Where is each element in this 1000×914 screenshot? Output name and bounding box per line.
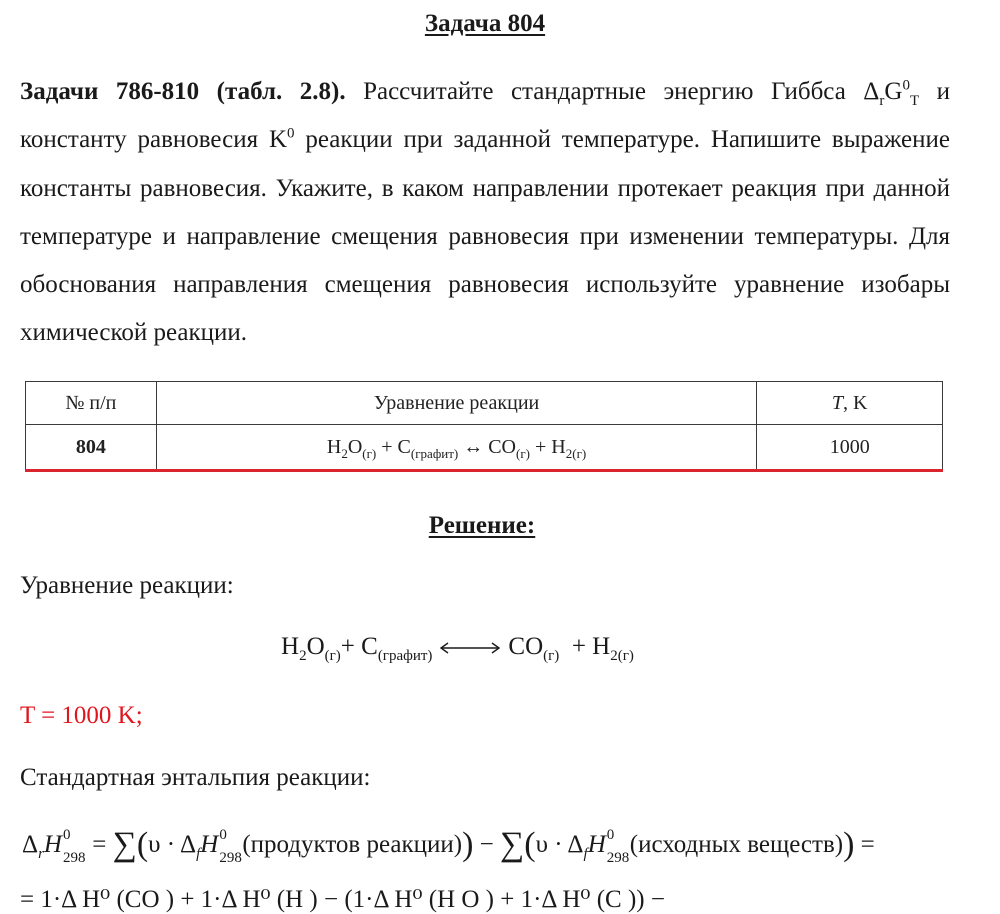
task-statement: Задачи 786-810 (табл. 2.8). Рассчитайте стандартные энергию Гиббса $\Delta_rG^0_T$ и константу равновесия $K^0$ реакции при заданной температуре. Напишите выражение константы равновесия. Укажите, в каком направлении протекает реакция при данной температуре и направление смещения равновесия при изменении температуры. Для обоснования направления смещения равновесия используйте уравнение изобары химической реакции.: [20, 77, 950, 347]
task-table: [25, 381, 943, 472]
enthalpy-label: Стандартная энтальпия реакции:: [20, 764, 371, 791]
row-number: 804: [26, 425, 157, 471]
reaction-equation: $H_2O_{(г)}+ C_{(графит)}$ $CO_{(г)} + H_{2(г)}$: [281, 633, 634, 664]
formula-continuation: = 1·Δ H⁰ (CO ) + 1·Δ H⁰ (H ) − (1·Δ H⁰ (H O ) + 1·Δ H⁰ (C )) −: [20, 886, 665, 913]
row-reaction: $H_2O_{(г)} + C_{(графит)}$ ↔ $CO_{(г)} + H_{2(г)}$: [156, 425, 757, 471]
table-row: [26, 425, 943, 471]
enthalpy-formula: $\Delta_rH$ 0 298 = $\sum(\upsilon \cdot \Delta_fH$ 0 298 (продуктов реакции)) − $\sum(\upsilon \cdot \Delta_fH$ 0 298 (исходных веществ)) =: [22, 826, 875, 866]
header-reaction: Уравнение реакции: [156, 382, 757, 425]
equation-label: Уравнение реакции:: [20, 572, 234, 599]
temperature-line: T = 1000 K;: [20, 702, 143, 729]
header-temperature: T, K: [757, 382, 943, 425]
equilibrium-arrow-icon: [438, 641, 502, 655]
row-temperature: 1000: [757, 425, 943, 471]
solution-title: Решение:: [428, 512, 536, 539]
page-title: Задача 804: [424, 10, 546, 37]
header-number: № п/п: [26, 382, 157, 425]
table-header-row: [26, 382, 943, 425]
task-range-lead: Задачи 786-810 (табл. 2.8).: [20, 78, 346, 105]
